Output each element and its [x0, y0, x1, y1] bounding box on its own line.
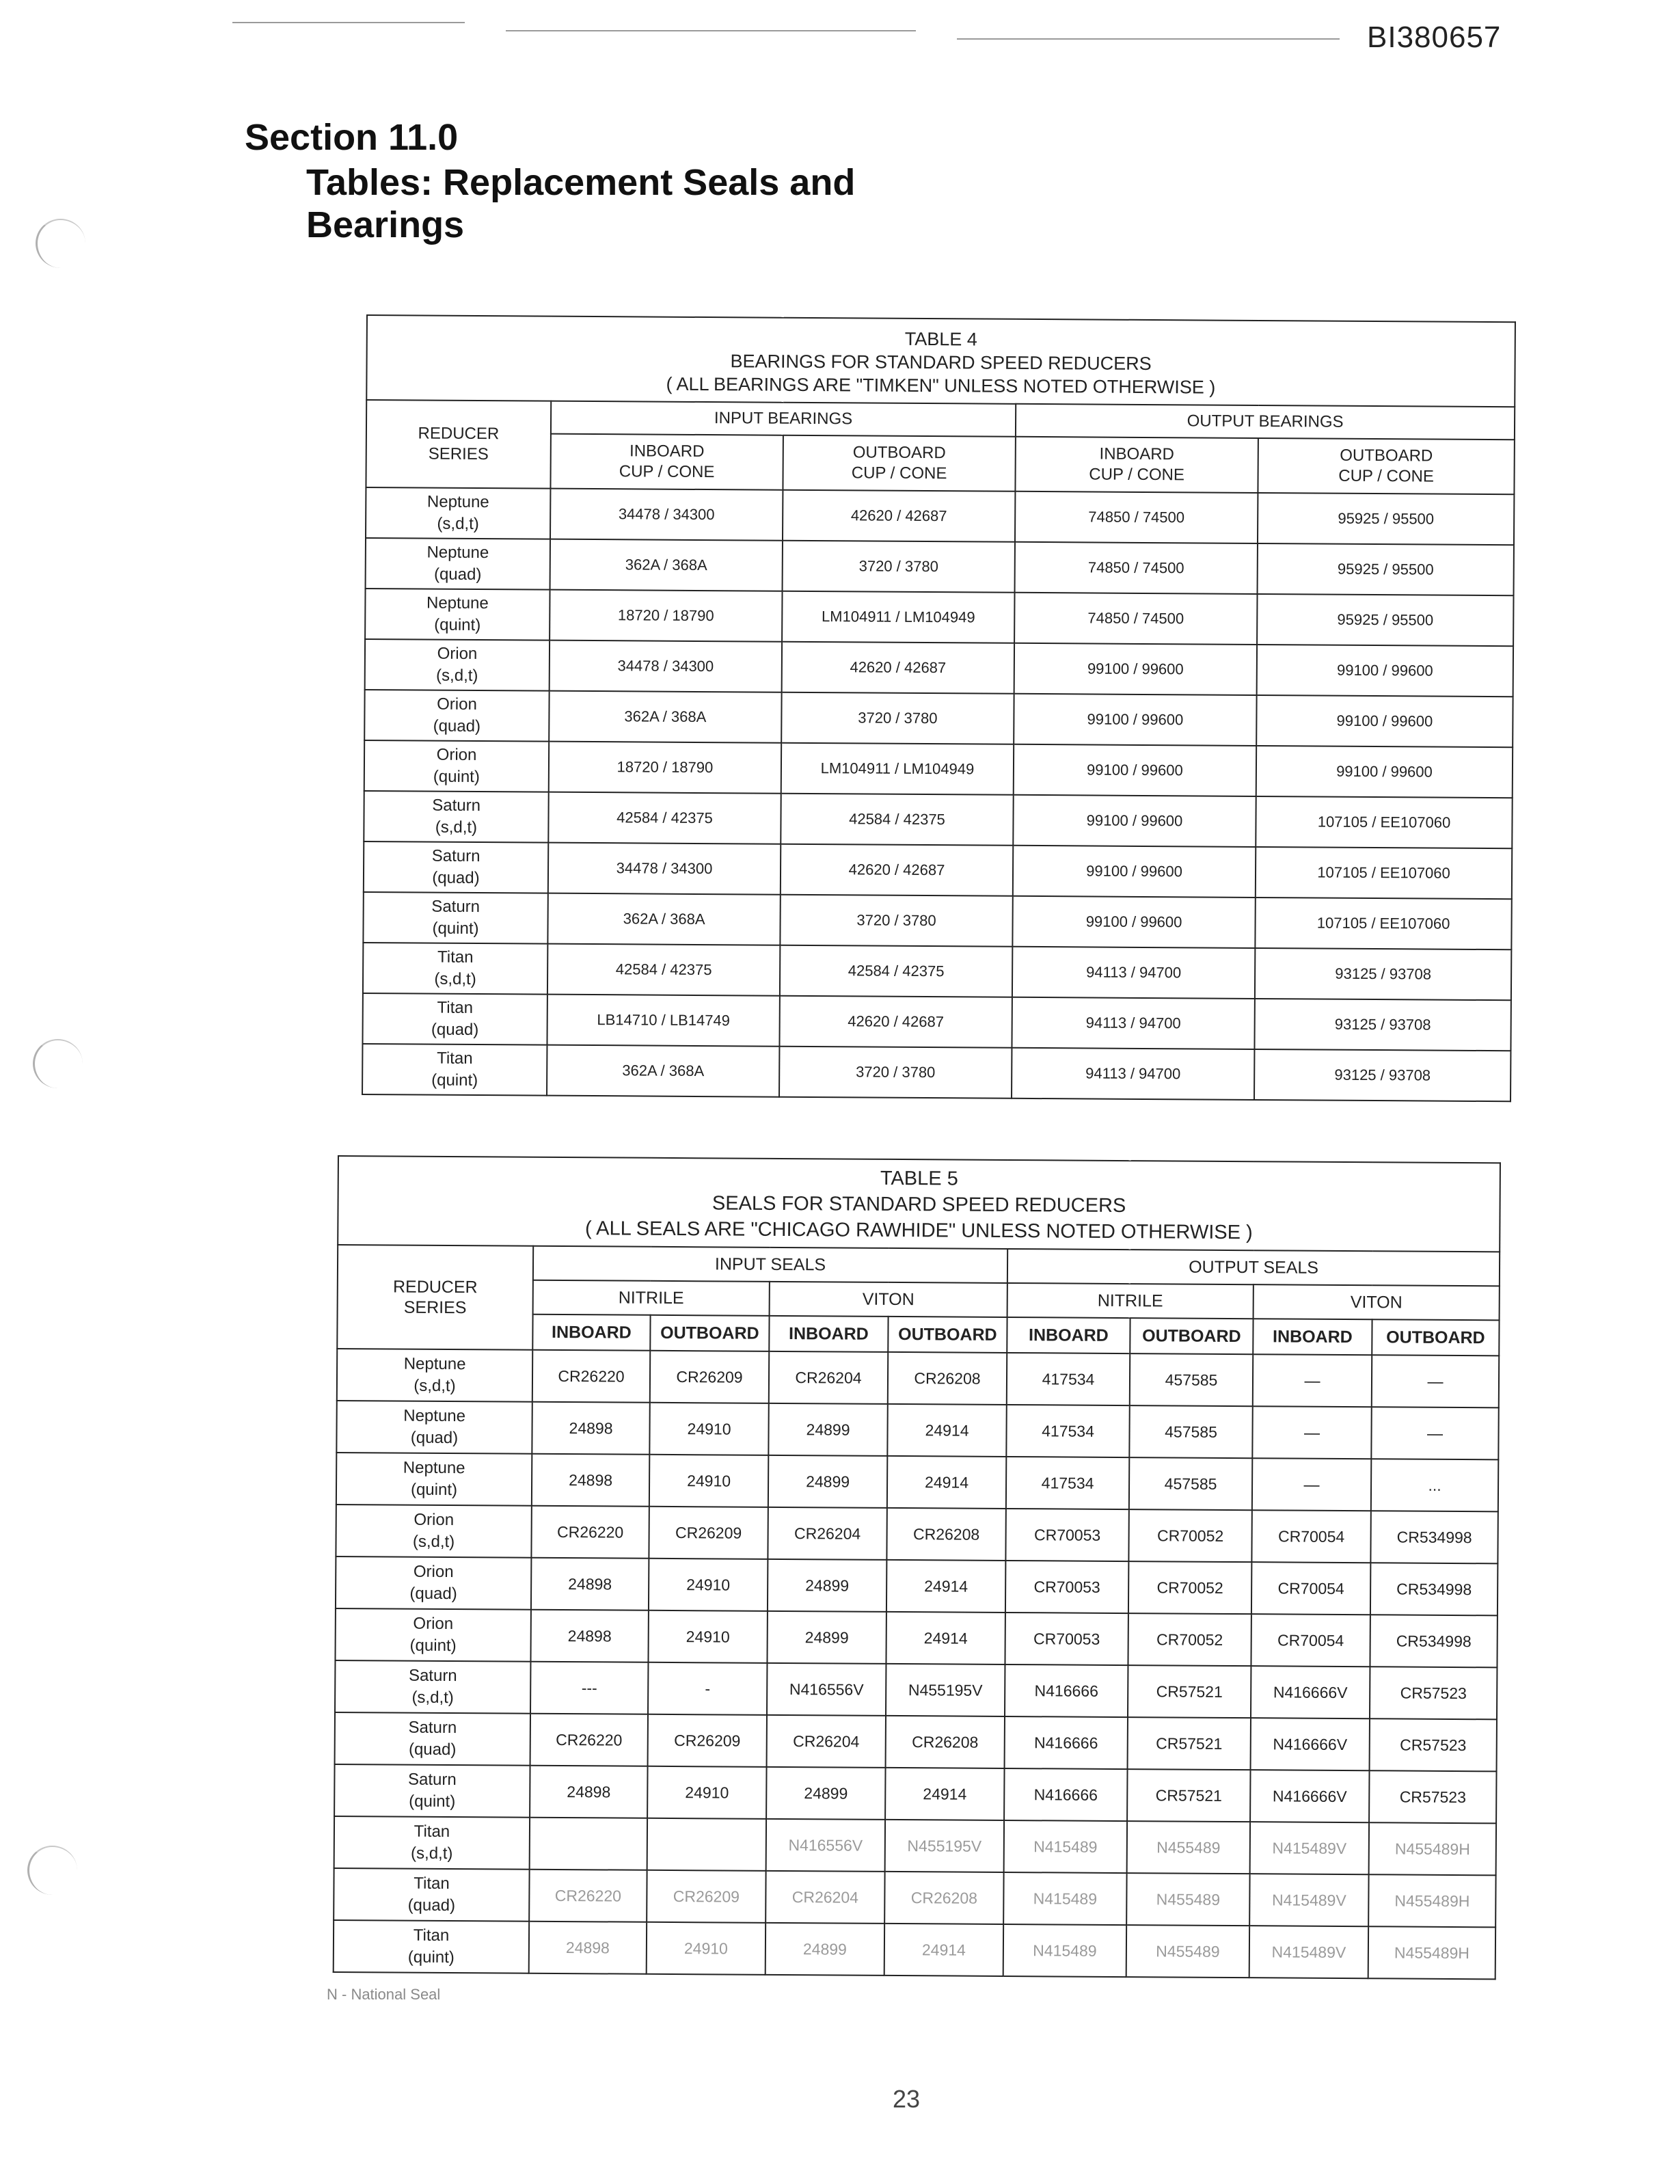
part-number-cell: CR26204 — [769, 1351, 888, 1404]
position-header: OUTBOARD — [1372, 1319, 1499, 1356]
series-label: (s,d,t) — [411, 1844, 453, 1863]
series-label: (quint) — [407, 1947, 455, 1967]
position-header: OUTBOARD — [650, 1315, 769, 1351]
part-number-cell: CR70052 — [1128, 1613, 1251, 1666]
part-number-cell: 74850 / 74500 — [1014, 593, 1257, 645]
part-number-cell: 24910 — [647, 1922, 766, 1975]
series-cell — [364, 690, 549, 742]
part-number-cell: CR26208 — [888, 1352, 1007, 1405]
series-label: (quint) — [431, 1070, 478, 1090]
punch-hole-mark — [36, 219, 85, 268]
part-number-cell: 93125 / 93708 — [1254, 999, 1511, 1051]
part-number-cell: 417534 — [1006, 1405, 1129, 1457]
part-number-cell: CR26209 — [649, 1507, 768, 1559]
part-number-cell: 18720 / 18790 — [550, 590, 782, 642]
table4-note: ( ALL BEARINGS ARE "TIMKEN" UNLESS NOTED OTHERWISE ) — [666, 373, 1216, 398]
series-label: Orion — [413, 1614, 454, 1634]
part-number-cell: 95925 / 95500 — [1258, 493, 1515, 545]
table-row — [336, 1505, 1498, 1563]
part-number-cell: — — [1252, 1458, 1371, 1511]
table-row — [336, 1401, 1499, 1459]
table-row — [363, 943, 1511, 1000]
punch-hole-mark — [33, 1039, 83, 1088]
output-bearings-header: OUTPUT BEARINGS — [1016, 404, 1515, 440]
part-number-cell: CR26209 — [647, 1870, 766, 1923]
part-number-cell: N416666V — [1251, 1718, 1370, 1770]
part-number-cell: N455489 — [1126, 1925, 1249, 1978]
part-number-cell: 24914 — [887, 1404, 1006, 1457]
output-inboard-header — [1015, 437, 1258, 493]
series-label: (quad) — [410, 1428, 459, 1448]
part-number-cell: 24910 — [647, 1766, 766, 1819]
position-header: INBOARD — [1007, 1317, 1130, 1353]
part-number-cell: CR70053 — [1005, 1509, 1128, 1561]
part-number-cell: 24899 — [766, 1923, 884, 1976]
part-number-cell: CR57523 — [1369, 1770, 1497, 1823]
part-number-cell: — — [1371, 1407, 1499, 1459]
part-number-cell: 99100 / 99600 — [1014, 744, 1256, 796]
input-outboard-header — [783, 435, 1015, 491]
part-number-cell: CR57521 — [1127, 1769, 1250, 1822]
part-number-cell: 99100 / 99600 — [1012, 896, 1255, 948]
part-number-cell: CR534998 — [1370, 1615, 1498, 1667]
part-number-cell: 99100 / 99600 — [1013, 846, 1256, 898]
table-row — [336, 1453, 1499, 1511]
part-number-cell: 42584 / 42375 — [780, 945, 1012, 997]
series-label: Saturn — [431, 897, 480, 917]
part-number-cell — [647, 1818, 766, 1871]
series-cell — [336, 1401, 532, 1454]
table4-series-header — [366, 400, 551, 489]
table-row — [334, 1868, 1496, 1927]
part-number-cell: 24899 — [768, 1559, 886, 1612]
part-number-cell: CR70052 — [1128, 1561, 1251, 1614]
series-label: (quint) — [433, 767, 480, 787]
series-label: Titan — [437, 1049, 473, 1068]
series-label: Neptune — [426, 543, 489, 563]
series-cell — [366, 538, 550, 590]
part-number-cell: N415489 — [1003, 1872, 1126, 1925]
input-seals-header: INPUT SEALS — [533, 1246, 1007, 1283]
part-number-cell: LM104911 / LM104949 — [782, 591, 1014, 643]
series-label: Titan — [413, 1926, 450, 1945]
part-number-cell: CR534998 — [1370, 1511, 1498, 1563]
part-number-cell: CR57521 — [1128, 1717, 1251, 1770]
output-nitrile-header: NITRILE — [1007, 1283, 1254, 1319]
header-line: OUTBOARD — [852, 443, 946, 463]
series-header-line: REDUCER — [392, 1277, 478, 1297]
series-label: Saturn — [407, 1770, 457, 1790]
table5-title: SEALS FOR STANDARD SPEED REDUCERS — [712, 1192, 1126, 1217]
part-number-cell: CR26220 — [530, 1714, 648, 1766]
table-row — [335, 1608, 1498, 1667]
part-number-cell: CR26204 — [766, 1871, 884, 1924]
table-row — [365, 589, 1513, 646]
part-number-cell: 3720 / 3780 — [781, 692, 1014, 744]
series-label: Neptune — [403, 1354, 466, 1374]
series-label: Saturn — [432, 796, 481, 815]
series-cell — [365, 639, 550, 691]
part-number-cell: N416666 — [1005, 1716, 1128, 1769]
table-row — [364, 841, 1512, 899]
part-number-cell: CR26208 — [886, 1508, 1005, 1561]
footnote: N - National Seal — [327, 1986, 441, 2003]
part-number-cell: CR26220 — [531, 1506, 649, 1559]
series-cell — [362, 993, 547, 1045]
part-number-cell: N416666 — [1005, 1664, 1128, 1717]
series-label: (s,d,t) — [414, 1376, 456, 1396]
table-row — [363, 892, 1511, 949]
part-number-cell: 24914 — [886, 1612, 1005, 1664]
header-rule-right — [957, 38, 1340, 40]
series-header-line: SERIES — [428, 444, 489, 464]
part-number-cell: 74850 / 74500 — [1015, 491, 1258, 543]
part-number-cell: — — [1253, 1354, 1372, 1407]
series-label: (quint) — [409, 1792, 456, 1811]
part-number-cell: 94113 / 94700 — [1012, 1048, 1254, 1100]
series-label: (s,d,t) — [411, 1688, 454, 1708]
series-label: (quint) — [410, 1480, 458, 1500]
part-number-cell: LM104911 / LM104949 — [781, 743, 1014, 795]
position-header: INBOARD — [532, 1315, 650, 1351]
series-label: Neptune — [403, 1406, 466, 1426]
part-number-cell: 24914 — [886, 1560, 1005, 1613]
header-line: INBOARD — [1099, 444, 1175, 464]
part-number-cell: 42584 / 42375 — [781, 794, 1013, 846]
series-label: Saturn — [408, 1666, 457, 1686]
series-label: Titan — [414, 1822, 450, 1842]
series-label: Titan — [437, 998, 474, 1017]
part-number-cell: 24899 — [767, 1611, 886, 1664]
part-number-cell: 457585 — [1130, 1353, 1253, 1406]
input-inboard-header — [550, 434, 783, 490]
series-label: (s,d,t) — [434, 969, 476, 988]
part-number-cell: 99100 / 99600 — [1256, 746, 1513, 798]
part-number-cell: N455489H — [1368, 1926, 1496, 1979]
series-label: Neptune — [426, 492, 489, 512]
part-number-cell: 42584 / 42375 — [548, 792, 781, 844]
part-number-cell: N455489 — [1127, 1821, 1250, 1874]
series-cell — [336, 1556, 531, 1610]
series-label: Orion — [436, 745, 477, 764]
section-heading: Section 11.0 — [245, 117, 459, 158]
part-number-cell: N455195V — [886, 1664, 1005, 1716]
part-number-cell: N415489 — [1003, 1924, 1126, 1977]
part-number-cell: 99100 / 99600 — [1014, 643, 1257, 695]
table-row — [365, 639, 1513, 697]
part-number-cell: N455489H — [1369, 1822, 1497, 1875]
series-cell — [334, 1920, 529, 1973]
part-number-cell: 3720 / 3780 — [783, 541, 1015, 593]
series-cell — [362, 1044, 547, 1096]
part-number-cell: N415489V — [1249, 1926, 1368, 1978]
table-row — [336, 1556, 1498, 1615]
series-cell — [334, 1764, 530, 1818]
part-number-cell: N455489H — [1368, 1874, 1496, 1927]
part-number-cell: CR70054 — [1251, 1614, 1370, 1667]
part-number-cell: 107105 / EE107060 — [1255, 898, 1512, 949]
part-number-cell: CR57523 — [1370, 1667, 1498, 1719]
series-label: (quad) — [408, 1740, 457, 1760]
series-label: (quad) — [407, 1896, 456, 1915]
part-number-cell: 34478 / 34300 — [550, 489, 783, 541]
part-number-cell: 18720 / 18790 — [549, 742, 781, 794]
part-number-cell: 24910 — [649, 1559, 768, 1611]
document-id: BI380657 — [1367, 21, 1502, 54]
part-number-cell: 24914 — [885, 1768, 1004, 1820]
page-number: 23 — [893, 2085, 921, 2113]
part-number-cell: CR26208 — [886, 1716, 1005, 1768]
part-number-cell: 99100 / 99600 — [1257, 645, 1514, 697]
table4-caption — [366, 315, 1515, 407]
part-number-cell: CR26204 — [767, 1715, 886, 1768]
table-row — [334, 1816, 1497, 1875]
part-number-cell: 95925 / 95500 — [1257, 594, 1514, 646]
series-label: (quad) — [431, 1020, 479, 1040]
series-label: (quad) — [432, 868, 480, 888]
header-rule-left — [232, 22, 465, 23]
part-number-cell: — — [1252, 1406, 1371, 1459]
part-number-cell — [530, 1818, 647, 1870]
series-cell — [334, 1868, 529, 1922]
series-label: (quad) — [409, 1584, 457, 1604]
part-number-cell: CR57521 — [1128, 1665, 1251, 1718]
table5-number: TABLE 5 — [880, 1167, 958, 1190]
part-number-cell: 42620 / 42687 — [779, 996, 1012, 1048]
table5-caption — [338, 1156, 1500, 1252]
part-number-cell: 94113 / 94700 — [1012, 997, 1254, 1049]
table-row — [335, 1712, 1498, 1771]
header-line: CUP / CONE — [1338, 466, 1434, 486]
series-label: Orion — [413, 1562, 454, 1582]
part-number-cell: 362A / 368A — [547, 893, 780, 945]
part-number-cell: 107105 / EE107060 — [1256, 847, 1513, 899]
part-number-cell: CR26220 — [532, 1350, 650, 1403]
header-line: OUTBOARD — [1340, 446, 1433, 466]
series-label: (s,d,t) — [436, 666, 478, 686]
part-number-cell: 107105 / EE107060 — [1256, 796, 1513, 848]
part-number-cell: CR26204 — [768, 1507, 886, 1560]
part-number-cell: 42584 / 42375 — [547, 944, 780, 996]
part-number-cell: 24898 — [531, 1558, 649, 1610]
part-number-cell: CR70053 — [1005, 1613, 1128, 1665]
series-label: (quint) — [432, 919, 479, 939]
part-number-cell: CR70053 — [1005, 1561, 1128, 1613]
part-number-cell: 24898 — [530, 1610, 648, 1662]
part-number-cell: --- — [530, 1662, 648, 1714]
output-viton-header: VITON — [1254, 1284, 1500, 1320]
part-number-cell: CR57523 — [1370, 1718, 1498, 1771]
table-row — [334, 1764, 1497, 1823]
series-cell — [364, 841, 548, 893]
series-cell — [364, 740, 549, 792]
series-cell — [335, 1608, 530, 1662]
series-cell — [365, 589, 550, 641]
part-number-cell: CR70052 — [1128, 1509, 1251, 1562]
series-cell — [363, 943, 547, 995]
table5-note: ( ALL SEALS ARE "CHICAGO RAWHIDE" UNLESS NOTED OTHERWISE ) — [584, 1217, 1253, 1244]
part-number-cell: 34478 / 34300 — [550, 641, 782, 692]
part-number-cell: LB14710 / LB14749 — [547, 995, 779, 1047]
table-row — [334, 1920, 1496, 1979]
part-number-cell: 417534 — [1007, 1353, 1130, 1405]
table-row — [337, 1349, 1500, 1407]
position-header: OUTBOARD — [1130, 1318, 1253, 1354]
series-header-line: SERIES — [403, 1297, 467, 1318]
part-number-cell: N455195V — [885, 1820, 1004, 1872]
part-number-cell: N416666 — [1004, 1768, 1127, 1821]
header-rule-mid — [506, 30, 916, 31]
input-viton-header: VITON — [770, 1282, 1007, 1317]
header-line: CUP / CONE — [619, 462, 715, 482]
part-number-cell: 93125 / 93708 — [1255, 948, 1512, 1000]
input-bearings-header: INPUT BEARINGS — [551, 401, 1016, 437]
table-row — [362, 993, 1510, 1051]
series-label: (quint) — [434, 615, 481, 635]
part-number-cell: 42620 / 42687 — [781, 844, 1013, 896]
part-number-cell: N415489V — [1250, 1822, 1369, 1874]
part-number-cell: 362A / 368A — [547, 1045, 779, 1097]
series-label: Neptune — [403, 1458, 465, 1478]
series-label: Titan — [437, 947, 474, 967]
seals-table — [333, 1155, 1501, 1980]
position-header: INBOARD — [769, 1316, 888, 1352]
part-number-cell: 3720 / 3780 — [780, 895, 1012, 947]
series-label: (s,d,t) — [437, 514, 479, 534]
position-header: INBOARD — [1253, 1319, 1372, 1355]
part-number-cell: 24910 — [649, 1403, 768, 1455]
part-number-cell: 417534 — [1006, 1457, 1129, 1509]
part-number-cell: - — [648, 1662, 767, 1715]
part-number-cell: 42620 / 42687 — [783, 490, 1015, 542]
part-number-cell: N416666V — [1251, 1666, 1370, 1718]
part-number-cell: 3720 / 3780 — [779, 1047, 1012, 1098]
table-row — [362, 1044, 1510, 1101]
bearings-table — [362, 314, 1516, 1102]
part-number-cell: ... — [1371, 1459, 1499, 1511]
series-cell — [336, 1453, 532, 1506]
part-number-cell: N416666V — [1250, 1770, 1369, 1822]
part-number-cell: N415489V — [1249, 1874, 1368, 1926]
header-line: CUP / CONE — [1089, 465, 1184, 485]
series-cell — [335, 1712, 530, 1766]
part-number-cell: 42620 / 42687 — [782, 642, 1014, 694]
part-number-cell: 24898 — [532, 1402, 649, 1455]
part-number-cell: 24899 — [768, 1403, 887, 1456]
part-number-cell: CR26208 — [884, 1872, 1003, 1924]
part-number-cell: N416556V — [766, 1819, 885, 1872]
series-label: Titan — [414, 1874, 450, 1893]
section-title: Tables: Replacement Seals and Bearings — [306, 162, 856, 245]
series-cell — [337, 1349, 532, 1402]
table-row — [366, 487, 1514, 545]
series-label: (s,d,t) — [435, 818, 478, 837]
part-number-cell: CR26209 — [648, 1714, 767, 1767]
series-label: (s,d,t) — [412, 1532, 455, 1552]
series-cell — [335, 1660, 530, 1714]
series-label: Orion — [437, 644, 478, 664]
series-cell — [334, 1816, 530, 1870]
part-number-cell: 93125 / 93708 — [1254, 1049, 1511, 1101]
part-number-cell: 74850 / 74500 — [1015, 542, 1258, 594]
series-cell — [363, 892, 547, 944]
series-label: Saturn — [431, 846, 480, 866]
input-nitrile-header: NITRILE — [533, 1280, 770, 1316]
part-number-cell: 24910 — [649, 1455, 768, 1507]
position-header: OUTBOARD — [888, 1317, 1007, 1353]
part-number-cell: — — [1372, 1355, 1500, 1407]
series-label: (quad) — [433, 565, 482, 584]
part-number-cell: 24899 — [766, 1767, 885, 1820]
series-label: (quint) — [409, 1636, 457, 1656]
part-number-cell: N415489 — [1004, 1820, 1127, 1873]
header-line: CUP / CONE — [851, 463, 947, 483]
part-number-cell: CR70054 — [1251, 1562, 1370, 1615]
part-number-cell: 457585 — [1129, 1457, 1252, 1510]
part-number-cell: 99100 / 99600 — [1014, 694, 1256, 746]
part-number-cell: 362A / 368A — [550, 539, 783, 591]
output-outboard-header — [1258, 438, 1515, 494]
series-cell — [336, 1505, 531, 1558]
part-number-cell: CR26209 — [650, 1351, 769, 1403]
part-number-cell: 24898 — [532, 1454, 649, 1507]
part-number-cell: 24910 — [648, 1610, 767, 1663]
part-number-cell: 34478 / 34300 — [548, 843, 781, 895]
series-cell — [364, 791, 548, 843]
series-label: Neptune — [426, 593, 489, 613]
table-row — [364, 791, 1512, 848]
part-number-cell: 24898 — [530, 1766, 647, 1818]
part-number-cell: 362A / 368A — [549, 691, 781, 743]
series-label: (quad) — [433, 716, 481, 736]
output-seals-header: OUTPUT SEALS — [1007, 1249, 1500, 1286]
series-header-line: REDUCER — [418, 424, 500, 444]
part-number-cell: 24914 — [887, 1456, 1006, 1509]
part-number-cell: 24898 — [529, 1922, 647, 1974]
table4-title: BEARINGS FOR STANDARD SPEED REDUCERS — [730, 351, 1152, 375]
part-number-cell: CR26220 — [529, 1870, 647, 1922]
table5-series-header — [337, 1245, 533, 1350]
part-number-cell: 94113 / 94700 — [1012, 947, 1255, 999]
series-label: Orion — [414, 1510, 455, 1530]
table-row — [335, 1660, 1498, 1719]
part-number-cell: N455489 — [1126, 1873, 1249, 1926]
part-number-cell: CR534998 — [1370, 1563, 1498, 1615]
series-label: Orion — [437, 695, 477, 714]
part-number-cell: N416556V — [767, 1663, 886, 1716]
part-number-cell: 24899 — [768, 1455, 887, 1508]
part-number-cell: 95925 / 95500 — [1258, 543, 1515, 595]
part-number-cell: 99100 / 99600 — [1013, 795, 1256, 847]
header-line: INBOARD — [629, 442, 705, 461]
part-number-cell: 24914 — [884, 1924, 1003, 1976]
part-number-cell: 457585 — [1129, 1405, 1252, 1458]
part-number-cell: 99100 / 99600 — [1256, 695, 1513, 747]
part-number-cell: CR70054 — [1251, 1510, 1370, 1563]
series-label: Saturn — [408, 1718, 457, 1738]
table-row — [364, 690, 1513, 747]
punch-hole-mark — [27, 1846, 77, 1895]
series-cell — [366, 487, 550, 539]
table-row — [366, 538, 1514, 595]
table4-number: TABLE 4 — [904, 328, 977, 350]
table-row — [364, 740, 1513, 798]
